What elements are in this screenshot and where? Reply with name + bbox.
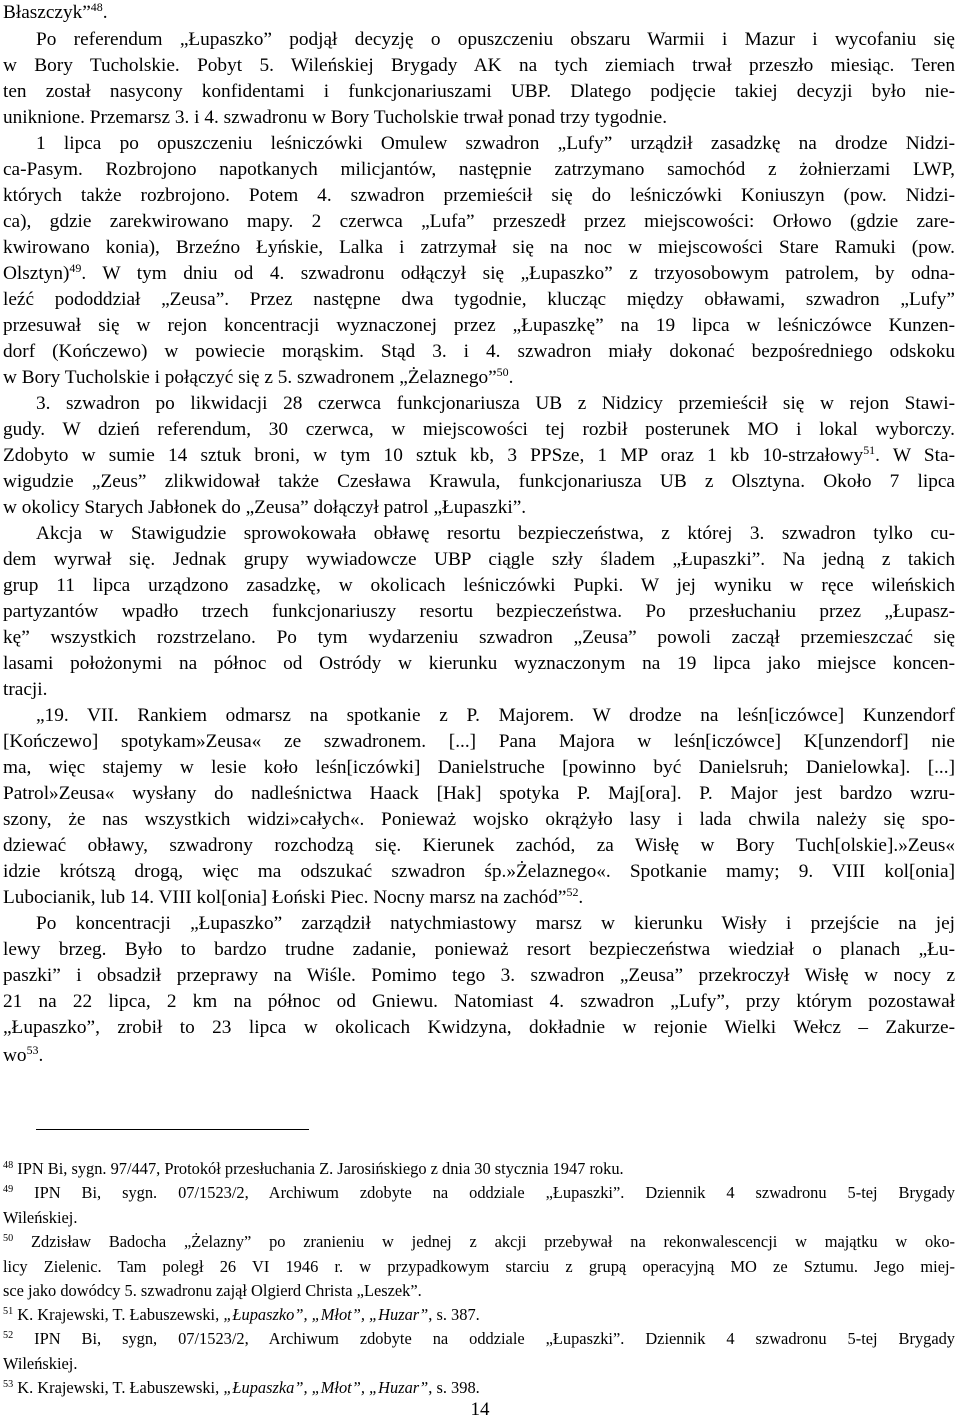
body-line: [Kończewo] spotykam»Zeusa« ze szwadronem. [...] Pana Majora w leśn[iczówce] K[unzendorf] nie xyxy=(3,731,955,752)
body-line: wigudzie „Zeus” zlikwidował także Czesława Krawula, funkcjonariusza UB z Olsztyna. Około 7 lipca xyxy=(3,471,955,492)
body-line: ten został nasycony konfidentami i funkcjonariuszami UBP. Dlatego podjęcie takiej decyzji było nie- xyxy=(3,81,955,102)
footnote-number: 53 xyxy=(3,1379,14,1391)
footnote-ref[interactable]: 49 xyxy=(69,261,82,276)
body-line: ca-Pasym. Rozbrojono napotkanych milicjantów, następnie zatrzymano samochód z żołnierzami LWP, xyxy=(3,159,955,180)
body-line: ma, więc stajemy w lesie koło leśn[iczówki] Danielstruche [powinno być Danielsruh; Danielowka]. [...] xyxy=(3,757,955,778)
body-line: dem wyrwał się. Jednak grupy wywiadowcze UBP ciągle szły śladem „Łupaszki”. Na jedną z takich xyxy=(3,549,955,570)
body-line: lasami położonymi na północ od Ostródy w kierunku wyznaczonym na 19 lipca jako miejsce koncen- xyxy=(3,653,955,674)
footnote: $^{50}$ Zdzisław Badocha „Żelazny” po zranieniu w jednej z akcji przebywał na rekonwalescencji w majątku w oko- xyxy=(3,1232,955,1251)
footnote-separator xyxy=(36,1129,309,1130)
body-line: w Bory Tucholskie i połączyć się z 5. szwadronem „Żelaznego”$^{50}$. xyxy=(3,365,514,388)
footnote-ref[interactable]: 48 xyxy=(90,0,103,15)
footnote-ref[interactable]: 53 xyxy=(26,1043,39,1058)
body-line: których także rozbrojono. Potem 4. szwadron przemieścił się do leśniczówki Koniuszyn (pow. Nidzi- xyxy=(3,185,955,206)
body-line: Zdobyto w sumie 14 sztuk broni, w tym 10 sztuk kb, 3 PPSze, 1 MP oraz 1 kb 10-strzałowy$^{51}$. W Sta- xyxy=(3,443,955,466)
footnote-number: 49 xyxy=(3,1184,14,1196)
footnote-number: 50 xyxy=(3,1233,14,1245)
body-line: uniknione. Przemarsz 3. i 4. szwadronu w Bory Tucholskie trwał ponad trzy tygodnie. xyxy=(3,107,668,128)
body-line: gudy. W dzień referendum, 30 czerwca, w miejscowości tej rozbił posterunek MO i lokal wyborczy. xyxy=(3,419,955,440)
body-line: „19. VII. Rankiem odmarsz na spotkanie z P. Majorem. W drodze na leśn[iczówce] Kunzendorf xyxy=(36,705,955,726)
body-line: 3. szwadron po likwidacji 28 czerwca funkcjonariusza UB z Nidzicy przemieścił się w rejon Stawi- xyxy=(36,393,955,414)
body-line: Patrol»Zeusa« wysłany do nadleśnictwa Haack [Hak] spotyka P. Maj[ora]. P. Major jest bardzo wzru- xyxy=(3,783,955,804)
body-line: Po koncentracji „Łupaszko” zarządził natychmiastowy marsz w kierunku Wisły i przejście na jej xyxy=(36,913,955,934)
body-line: kę” wszystkich rozstrzelano. Po tym wydarzeniu szwadron „Zeusa” powoli zaczął przemieszczać się xyxy=(3,627,955,648)
footnote: $^{48}$ IPN Bi, sygn. 97/447, Protokół przesłuchania Z. Jarosińskiego z dnia 30 stycznia 1947 roku. xyxy=(3,1159,624,1178)
footnote: $^{52}$ IPN Bi, sygn, 07/1523/2, Archiwum zdobyte na oddziale „Łupaszki”. Dziennik 4 szwadronu 5-tej Brygady xyxy=(3,1329,955,1348)
body-line: Błaszczyk”$^{48}$. xyxy=(3,0,108,23)
body-line: tracji. xyxy=(3,679,48,700)
body-line: grup 11 lipca urządzono zasadzkę, w okolicach leśniczówki Pupki. W jej wyniku w ręce wileńskich xyxy=(3,575,955,596)
footnote: $^{51}$ K. Krajewski, T. Łabuszewski, „Łupaszko”, „Młot”, „Huzar”, s. 387. xyxy=(3,1305,480,1324)
body-line: leźć pododdział „Zeusa”. Przez następne dwa tygodnie, klucząc między obławami, szwadron „Lufy” xyxy=(3,289,955,310)
body-line: paszki” i obsadził przeprawy na Wiśle. Pomimo tego 3. szwadron „Zeusa” przekroczył Wisłę w nocy z xyxy=(3,965,955,986)
page-number: 14 xyxy=(470,1399,490,1420)
body-line: dorf (Kończewo) w powiecie morąskim. Stąd 3. i 4. szwadron miały dokonać bezpośredniego odskoku xyxy=(3,341,955,362)
body-line: Lubocianik, lub 14. VIII kol[onia] Łoński Piec. Nocny marsz na zachód”$^{52}$. xyxy=(3,885,584,908)
body-line: ca), gdzie zarekwirowano mapy. 2 czerwca „Lufa” przeszedł przez miejscowości: Orłowo (gdzie zare- xyxy=(3,211,955,232)
footnote-continuation: sce jako dowódcy 5. szwadronu zajął Olgierd Christa „Leszek”. xyxy=(3,1281,422,1300)
body-line: dziewać obławy, szwadrony rozchodzą się. Kierunek zachód, za Wisłę w Bory Tuch[olskie].»Zeus« xyxy=(3,835,955,856)
body-line: w okolicy Starych Jabłonek do „Zeusa” dołączył patrol „Łupaszki”. xyxy=(3,497,527,518)
body-line: przesuwał się w rejon koncentracji wyznaczonej przez „Łupaszkę” na 19 lipca w leśniczówce Kunzen- xyxy=(3,315,955,336)
body-line: Olsztyn)$^{49}$. W tym dniu od 4. szwadronu odłączył się „Łupaszko” z trzyosobowym patrolem, by odna- xyxy=(3,261,955,284)
footnote-continuation: licy Zielenic. Tam poległ 26 VI 1946 r. w przypadkowym starciu z grupą operacyjną MO ze Sztumu. Jego miej- xyxy=(3,1257,955,1276)
footnote-ref[interactable]: 52 xyxy=(566,885,579,900)
footnote: $^{53}$ K. Krajewski, T. Łabuszewski, „Łupaszka”, „Młot”, „Huzar”, s. 398. xyxy=(3,1378,480,1397)
body-line: 1 lipca po opuszczeniu leśniczówki Omulew szwadron „Lufy” urządził zasadzkę na drodze Nidzi- xyxy=(36,133,955,154)
footnote: $^{49}$ IPN Bi, sygn. 07/1523/2, Archiwum zdobyte na oddziale „Łupaszki”. Dziennik 4 szwadronu 5-tej Brygady xyxy=(3,1183,955,1202)
footnote-ref[interactable]: 51 xyxy=(863,443,876,458)
footnote-continuation: Wileńskiej. xyxy=(3,1208,78,1227)
footnote-number: 51 xyxy=(3,1306,14,1318)
body-line: partyzantów wpadło trzech funkcjonariuszy resortu bezpieczeństwa. Po przesłuchaniu przez „Łupasz- xyxy=(3,601,955,622)
body-line: lewy brzeg. Było to bardzo trudne zadanie, ponieważ resort bezpieczeństwa wiedział o planach „Łu- xyxy=(3,939,955,960)
footnote-title: „Łupaszka”, „Młot”, „Huzar” xyxy=(223,1378,429,1397)
body-line: $wo^{53}$. xyxy=(3,1043,44,1066)
footnote-number: 52 xyxy=(3,1330,14,1342)
body-line: 21 na 22 lipca, 2 km na północ od Gniewu. Natomiast 4. szwadron „Lufy”, przy którym pozostawał xyxy=(3,991,955,1012)
body-line: Akcja w Stawigudzie sprowokowała obławę resortu bezpieczeństwa, z której 3. szwadron tylko cu- xyxy=(36,523,955,544)
body-line: szony, że nas wszystkich widzi»całych«. Ponieważ wojsko okrążyło lasy i lada chwila należy się spo- xyxy=(3,809,955,830)
footnote-ref[interactable]: 50 xyxy=(496,365,509,380)
body-line: Po referendum „Łupaszko” podjął decyzję o opuszczeniu obszaru Warmii i Mazur i wycofaniu się xyxy=(36,29,955,50)
body-line: kwirowano konia), Brzeźno Łyńskie, Lalka i zatrzymał się na noc w miejscowości Stare Ramuki (pow. xyxy=(3,237,955,258)
body-line: w Bory Tucholskie. Pobyt 5. Wileńskiej Brygady AK na tych ziemiach trwał przeszło miesiąc. Teren xyxy=(3,55,955,76)
footnote-title: „Łupaszko”, „Młot”, „Huzar” xyxy=(223,1305,429,1324)
body-line: „Łupaszko”, zrobił to 23 lipca w okolicach Kwidzyna, dokładnie w rejonie Wielki Wełcz – Zakurze- xyxy=(3,1017,955,1038)
footnote-number: 48 xyxy=(3,1160,14,1172)
footnote-continuation: Wileńskiej. xyxy=(3,1354,78,1373)
body-line: idzie krótszą drogą, więc ma odszukać szwadron śp.»Żelaznego«. Spotkanie mamy; 9. VIII kol[onia] xyxy=(3,861,955,882)
